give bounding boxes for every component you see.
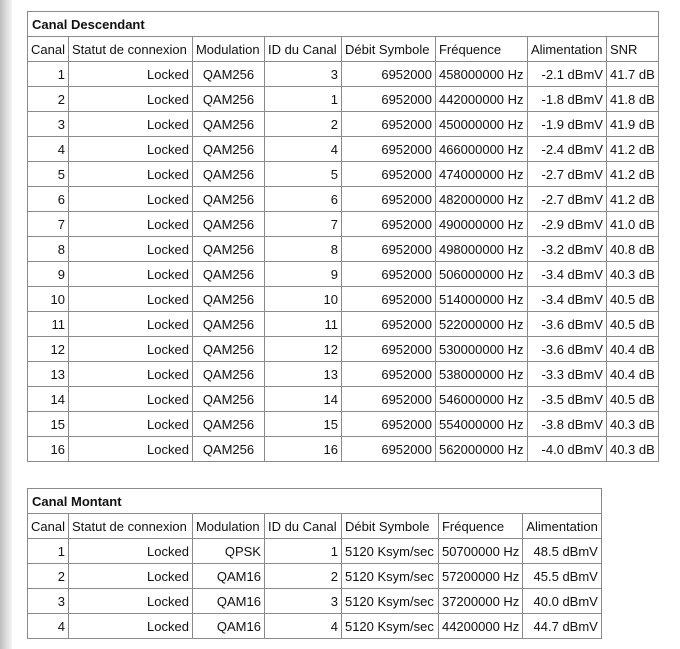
cell-snr: 41.2 dB — [606, 162, 658, 187]
cell-symbol-rate: 5120 Ksym/sec — [341, 564, 438, 589]
cell-frequency: 458000000 Hz — [435, 62, 527, 87]
cell-symbol-rate: 6952000 — [341, 237, 435, 262]
cell-channel-id: 6 — [264, 187, 341, 212]
cell-channel: 5 — [28, 162, 69, 187]
cell-modulation: QAM16 — [192, 589, 264, 614]
cell-channel: 3 — [28, 112, 69, 137]
cell-power: -2.7 dBmV — [527, 187, 606, 212]
cell-modulation: QAM16 — [192, 614, 264, 639]
cell-frequency: 562000000 Hz — [435, 437, 527, 462]
cell-snr: 41.2 dB — [606, 137, 658, 162]
cell-modulation: QAM256 — [192, 112, 264, 137]
cell-channel: 7 — [28, 212, 69, 237]
cell-modulation: QAM256 — [192, 162, 264, 187]
cell-status: Locked — [68, 312, 192, 337]
cell-symbol-rate: 6952000 — [341, 262, 435, 287]
cell-frequency: 522000000 Hz — [435, 312, 527, 337]
cell-frequency: 466000000 Hz — [435, 137, 527, 162]
cell-frequency: 482000000 Hz — [435, 187, 527, 212]
cell-power: -2.1 dBmV — [527, 62, 606, 87]
column-header-snr: SNR — [606, 37, 658, 62]
cell-symbol-rate: 6952000 — [341, 187, 435, 212]
table-row — [28, 287, 659, 312]
cell-status: Locked — [68, 187, 192, 212]
downstream-header-row — [28, 37, 659, 62]
column-header-modulation: Modulation — [192, 37, 264, 62]
cell-symbol-rate: 6952000 — [341, 387, 435, 412]
cell-frequency: 514000000 Hz — [435, 287, 527, 312]
upstream-title-row — [28, 489, 602, 514]
downstream-title: Canal Descendant — [28, 12, 659, 37]
cell-modulation: QAM256 — [192, 337, 264, 362]
cell-power: -1.8 dBmV — [527, 87, 606, 112]
table-row — [28, 237, 659, 262]
table-row — [28, 312, 659, 337]
cell-status: Locked — [68, 112, 192, 137]
column-header-power: Alimentation — [523, 514, 602, 539]
cell-symbol-rate: 6952000 — [341, 362, 435, 387]
cell-channel: 8 — [28, 237, 69, 262]
cell-frequency: 530000000 Hz — [435, 337, 527, 362]
cell-status: Locked — [68, 539, 192, 564]
cell-status: Locked — [68, 137, 192, 162]
cell-channel: 2 — [28, 564, 69, 589]
cell-channel-id: 1 — [264, 87, 341, 112]
upstream-header-row — [28, 514, 602, 539]
cell-status: Locked — [68, 162, 192, 187]
cell-power: 45.5 dBmV — [523, 564, 602, 589]
cell-snr: 40.4 dB — [606, 362, 658, 387]
cell-power: -1.9 dBmV — [527, 112, 606, 137]
cell-channel: 16 — [28, 437, 69, 462]
cell-symbol-rate: 6952000 — [341, 312, 435, 337]
cell-modulation: QAM256 — [192, 212, 264, 237]
cell-status: Locked — [68, 287, 192, 312]
cell-symbol-rate: 6952000 — [341, 87, 435, 112]
cell-snr: 41.8 dB — [606, 87, 658, 112]
table-row — [28, 137, 659, 162]
cell-modulation: QAM256 — [192, 62, 264, 87]
cell-channel-id: 15 — [264, 412, 341, 437]
cell-modulation: QAM256 — [192, 87, 264, 112]
cell-snr: 41.0 dB — [606, 212, 658, 237]
cell-modulation: QAM16 — [192, 564, 264, 589]
cell-status: Locked — [68, 387, 192, 412]
column-header-channel-id: ID du Canal — [264, 514, 341, 539]
cell-channel-id: 10 — [264, 287, 341, 312]
cell-channel-id: 7 — [264, 212, 341, 237]
cell-status: Locked — [68, 589, 192, 614]
cell-symbol-rate: 6952000 — [341, 287, 435, 312]
table-row — [28, 87, 659, 112]
cell-power: -4.0 dBmV — [527, 437, 606, 462]
table-row — [28, 437, 659, 462]
column-header-modulation: Modulation — [192, 514, 264, 539]
table-row — [28, 337, 659, 362]
cell-power: -3.5 dBmV — [527, 387, 606, 412]
cell-channel-id: 2 — [264, 112, 341, 137]
cell-channel-id: 14 — [264, 387, 341, 412]
table-row — [28, 614, 602, 639]
cell-power: -3.8 dBmV — [527, 412, 606, 437]
table-row — [28, 212, 659, 237]
table-row — [28, 162, 659, 187]
cell-power: 40.0 dBmV — [523, 589, 602, 614]
upstream-title: Canal Montant — [28, 489, 602, 514]
cell-frequency: 37200000 Hz — [438, 589, 522, 614]
cell-power: -2.9 dBmV — [527, 212, 606, 237]
cell-power: -2.4 dBmV — [527, 137, 606, 162]
cell-channel-id: 13 — [264, 362, 341, 387]
cell-modulation: QAM256 — [192, 362, 264, 387]
cell-frequency: 546000000 Hz — [435, 387, 527, 412]
cell-power: -3.4 dBmV — [527, 262, 606, 287]
cell-modulation: QAM256 — [192, 287, 264, 312]
downstream-title-row — [28, 12, 659, 37]
column-header-frequency: Fréquence — [435, 37, 527, 62]
cell-snr: 40.8 dB — [606, 237, 658, 262]
table-row — [28, 412, 659, 437]
cell-status: Locked — [68, 614, 192, 639]
cell-frequency: 50700000 Hz — [438, 539, 522, 564]
cell-channel-id: 8 — [264, 237, 341, 262]
column-header-symbol-rate: Débit Symbole — [341, 37, 435, 62]
cell-channel: 4 — [28, 614, 69, 639]
table-row — [28, 187, 659, 212]
cell-snr: 40.4 dB — [606, 337, 658, 362]
table-row — [28, 362, 659, 387]
cell-symbol-rate: 6952000 — [341, 412, 435, 437]
cell-power: -3.6 dBmV — [527, 337, 606, 362]
cell-status: Locked — [68, 87, 192, 112]
cell-channel: 13 — [28, 362, 69, 387]
cell-channel-id: 5 — [264, 162, 341, 187]
cell-snr: 40.5 dB — [606, 287, 658, 312]
table-row — [28, 564, 602, 589]
cell-status: Locked — [68, 237, 192, 262]
cell-power: 44.7 dBmV — [523, 614, 602, 639]
downstream-table-body — [28, 62, 659, 462]
cell-symbol-rate: 6952000 — [341, 137, 435, 162]
cell-channel-id: 3 — [264, 589, 341, 614]
cell-channel: 1 — [28, 62, 69, 87]
column-header-symbol-rate: Débit Symbole — [341, 514, 438, 539]
cell-frequency: 498000000 Hz — [435, 237, 527, 262]
cell-modulation: QPSK — [192, 539, 264, 564]
cell-channel: 1 — [28, 539, 69, 564]
table-row — [28, 112, 659, 137]
cell-symbol-rate: 6952000 — [341, 212, 435, 237]
cell-frequency: 450000000 Hz — [435, 112, 527, 137]
cell-channel-id: 3 — [264, 62, 341, 87]
cell-channel: 10 — [28, 287, 69, 312]
downstream-channel-table — [27, 11, 659, 462]
cell-modulation: QAM256 — [192, 312, 264, 337]
cell-modulation: QAM256 — [192, 187, 264, 212]
cell-modulation: QAM256 — [192, 412, 264, 437]
cell-snr: 40.5 dB — [606, 387, 658, 412]
cell-modulation: QAM256 — [192, 437, 264, 462]
cell-status: Locked — [68, 337, 192, 362]
table-row — [28, 589, 602, 614]
cell-frequency: 506000000 Hz — [435, 262, 527, 287]
cell-power: -3.3 dBmV — [527, 362, 606, 387]
cell-channel-id: 9 — [264, 262, 341, 287]
table-row — [28, 62, 659, 87]
cell-symbol-rate: 6952000 — [341, 337, 435, 362]
table-row — [28, 262, 659, 287]
cell-snr: 41.7 dB — [606, 62, 658, 87]
cell-channel: 6 — [28, 187, 69, 212]
cell-snr: 40.5 dB — [606, 312, 658, 337]
cell-symbol-rate: 6952000 — [341, 112, 435, 137]
cell-snr: 40.3 dB — [606, 412, 658, 437]
cell-channel-id: 12 — [264, 337, 341, 362]
cell-symbol-rate: 6952000 — [341, 162, 435, 187]
column-header-channel: Canal — [28, 514, 69, 539]
table-row — [28, 539, 602, 564]
cell-frequency: 57200000 Hz — [438, 564, 522, 589]
cell-status: Locked — [68, 262, 192, 287]
cell-channel: 15 — [28, 412, 69, 437]
cell-channel-id: 16 — [264, 437, 341, 462]
upstream-channel-table — [27, 488, 602, 639]
column-header-channel: Canal — [28, 37, 69, 62]
cell-channel: 12 — [28, 337, 69, 362]
cell-status: Locked — [68, 412, 192, 437]
cell-channel-id: 4 — [264, 137, 341, 162]
cell-channel-id: 11 — [264, 312, 341, 337]
cell-channel: 2 — [28, 87, 69, 112]
window-left-edge — [0, 0, 12, 649]
cell-channel: 14 — [28, 387, 69, 412]
cell-modulation: QAM256 — [192, 262, 264, 287]
cell-status: Locked — [68, 437, 192, 462]
cell-symbol-rate: 5120 Ksym/sec — [341, 589, 438, 614]
cell-channel-id: 1 — [264, 539, 341, 564]
column-header-frequency: Fréquence — [438, 514, 522, 539]
cell-status: Locked — [68, 62, 192, 87]
cell-snr: 40.3 dB — [606, 262, 658, 287]
cell-channel: 11 — [28, 312, 69, 337]
cell-channel: 9 — [28, 262, 69, 287]
column-header-channel-id: ID du Canal — [264, 37, 341, 62]
cell-frequency: 538000000 Hz — [435, 362, 527, 387]
cell-symbol-rate: 5120 Ksym/sec — [341, 614, 438, 639]
upstream-table-body — [28, 539, 602, 639]
cell-symbol-rate: 5120 Ksym/sec — [341, 539, 438, 564]
cell-modulation: QAM256 — [192, 237, 264, 262]
cell-channel-id: 4 — [264, 614, 341, 639]
cell-power: -3.2 dBmV — [527, 237, 606, 262]
cell-frequency: 442000000 Hz — [435, 87, 527, 112]
cell-power: -3.4 dBmV — [527, 287, 606, 312]
cell-frequency: 490000000 Hz — [435, 212, 527, 237]
cell-frequency: 474000000 Hz — [435, 162, 527, 187]
cell-snr: 41.2 dB — [606, 187, 658, 212]
cell-channel: 4 — [28, 137, 69, 162]
cell-status: Locked — [68, 564, 192, 589]
cell-frequency: 554000000 Hz — [435, 412, 527, 437]
cell-snr: 41.9 dB — [606, 112, 658, 137]
cell-status: Locked — [68, 362, 192, 387]
table-row — [28, 387, 659, 412]
cell-power: -3.6 dBmV — [527, 312, 606, 337]
cell-status: Locked — [68, 212, 192, 237]
cell-frequency: 44200000 Hz — [438, 614, 522, 639]
cell-channel: 3 — [28, 589, 69, 614]
cell-channel-id: 2 — [264, 564, 341, 589]
column-header-status: Statut de connexion — [68, 514, 192, 539]
cell-power: -2.7 dBmV — [527, 162, 606, 187]
cell-modulation: QAM256 — [192, 387, 264, 412]
cell-modulation: QAM256 — [192, 137, 264, 162]
cell-symbol-rate: 6952000 — [341, 437, 435, 462]
cell-symbol-rate: 6952000 — [341, 62, 435, 87]
column-header-power: Alimentation — [527, 37, 606, 62]
cell-snr: 40.3 dB — [606, 437, 658, 462]
column-header-status: Statut de connexion — [68, 37, 192, 62]
cell-power: 48.5 dBmV — [523, 539, 602, 564]
